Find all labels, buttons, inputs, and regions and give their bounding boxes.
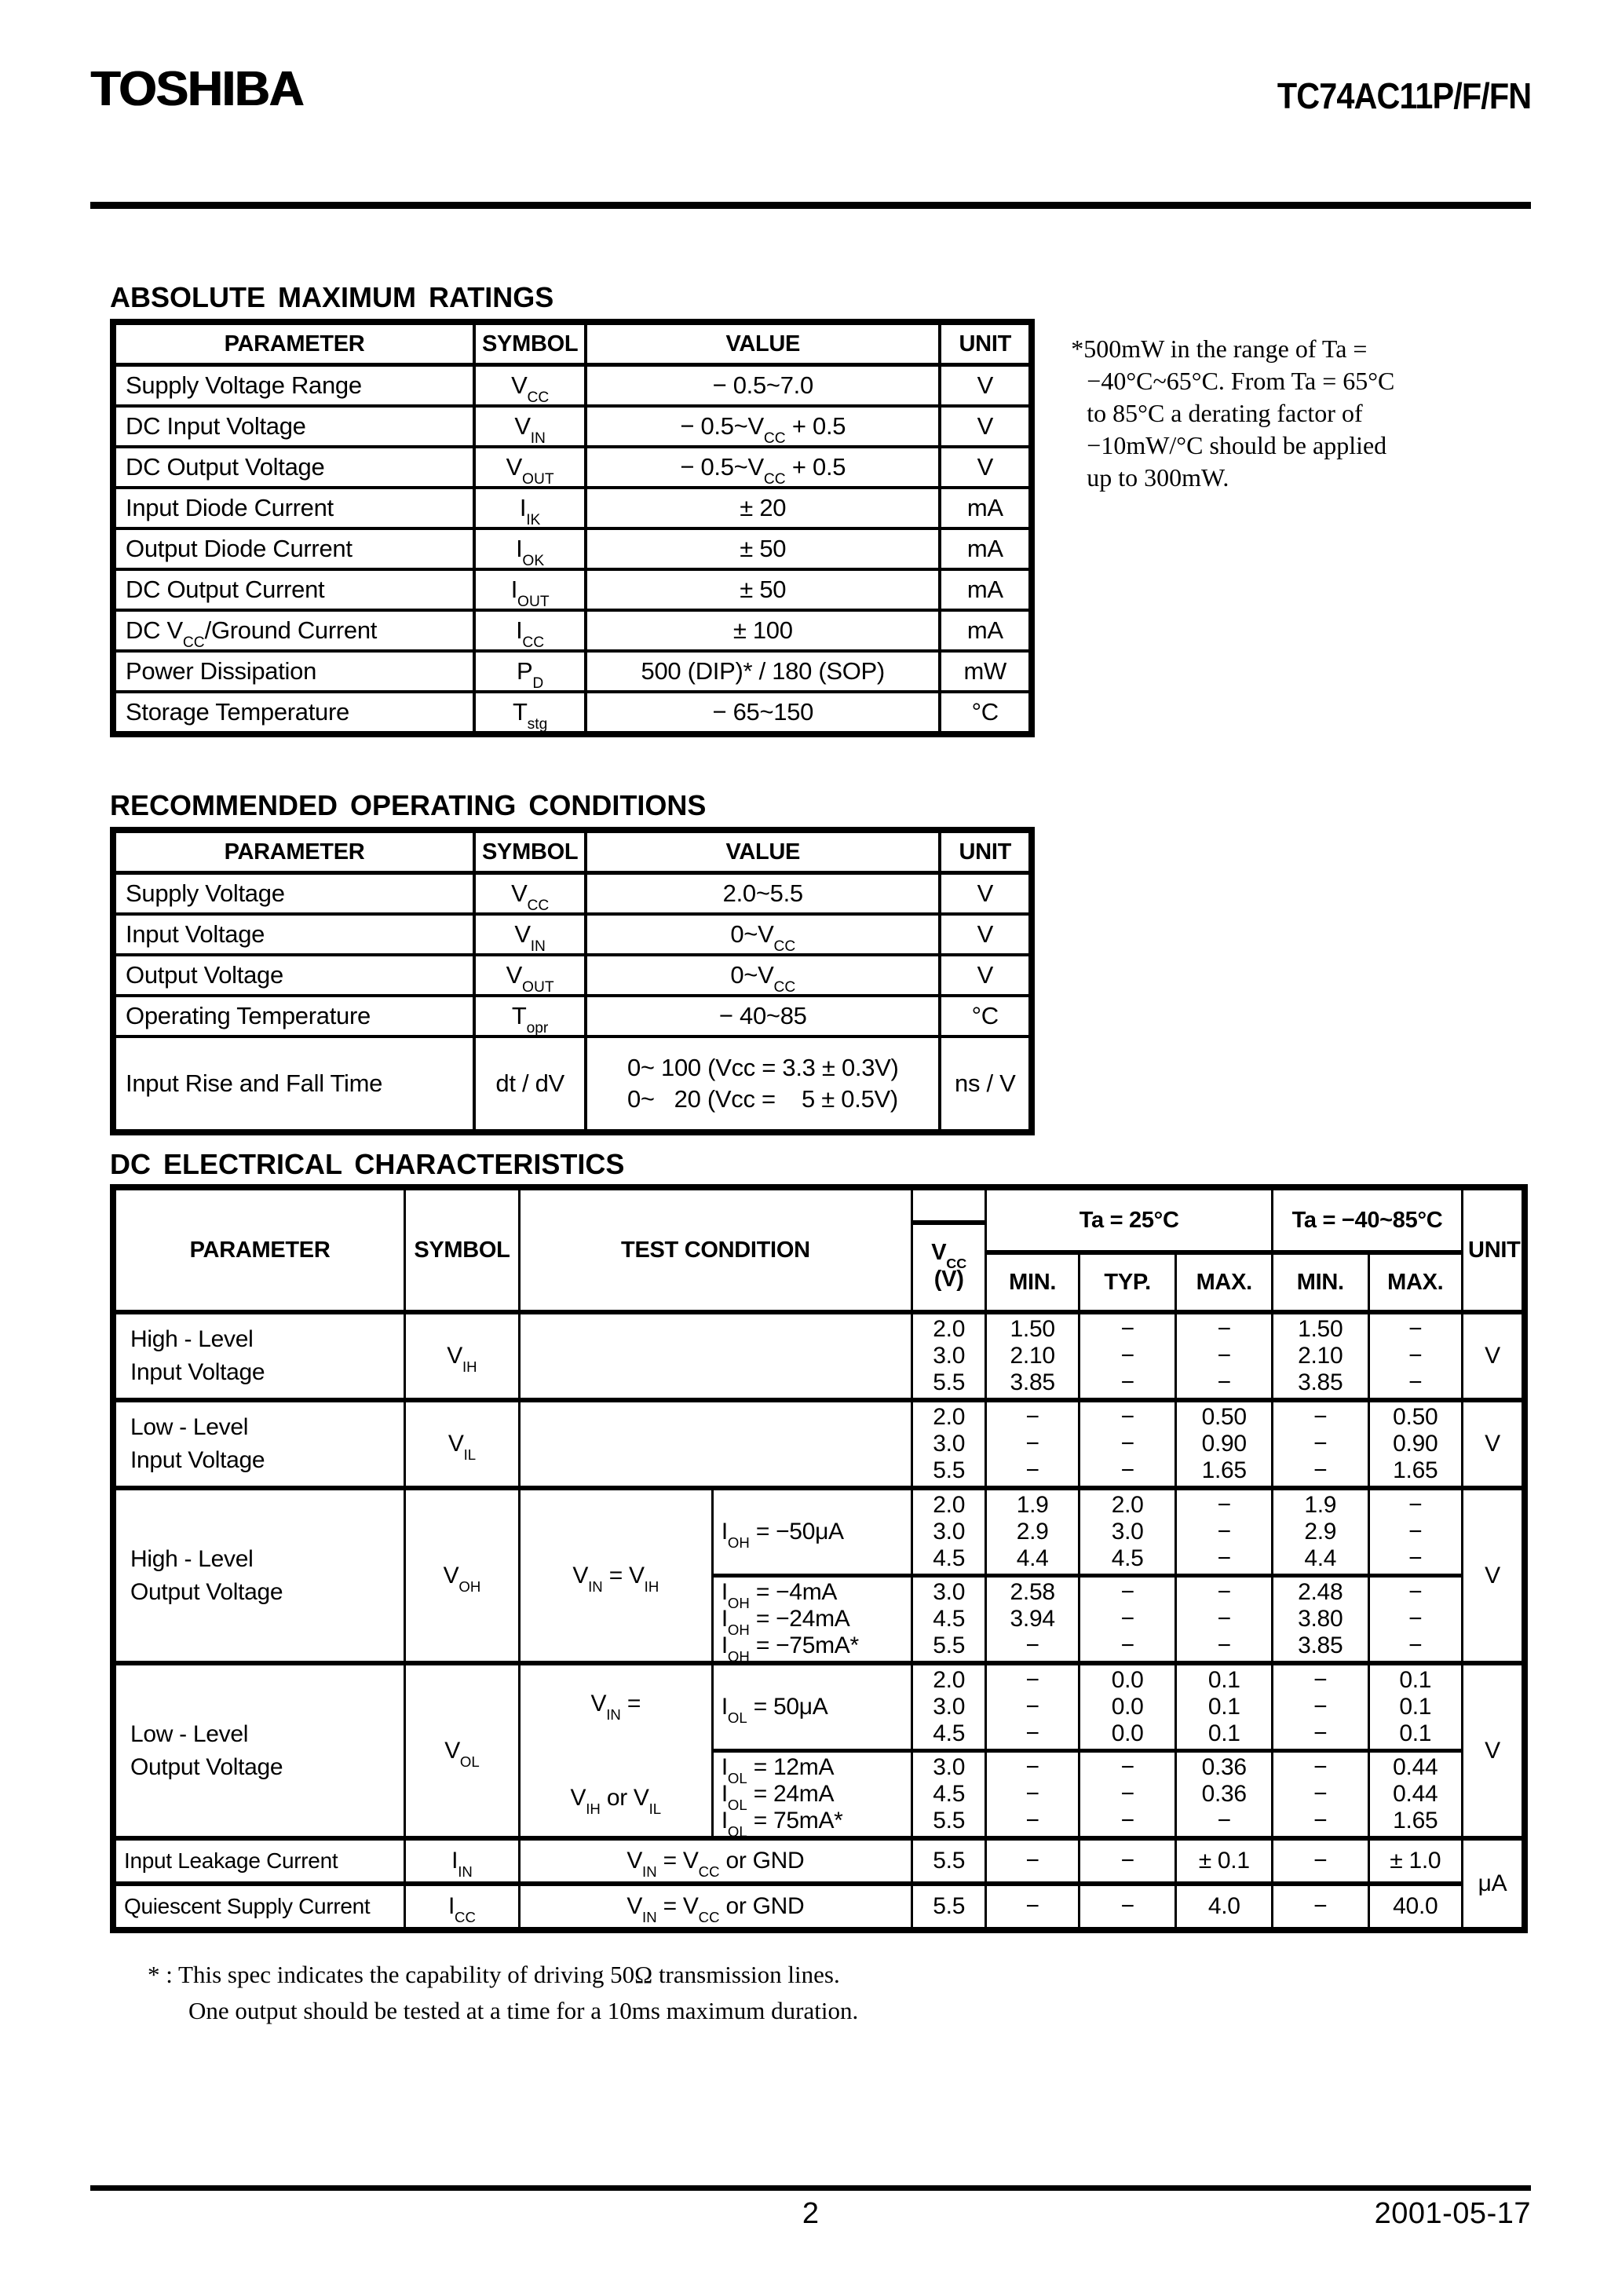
col-header-symbol: SYMBOL [474,322,586,365]
cell-unit: μA [1463,1838,1525,1930]
cell-max2: − − − [1368,1576,1463,1664]
cell-value: $0\sim V_{CC}$ [586,955,940,996]
table-row [113,447,1032,488]
cell-test-condition: $V_{IN} = V_{CC}$ or GND [519,1884,911,1930]
cell-value: − 0.5~7.0 [586,365,940,407]
col-header-test-condition: TEST CONDITION [519,1187,911,1312]
cell-max: 4.0 [1176,1884,1273,1930]
cell-vcc: 2.0 3.0 5.5 [911,1312,985,1400]
cell-min2: − [1272,1838,1368,1884]
col-header-unit: UNIT [940,322,1032,365]
cell-symbol: $V_{OH}$ [405,1488,520,1663]
cell-min: − − − [986,1663,1080,1751]
cell-unit: mW [940,651,1032,692]
cell-min2: 1.50 2.10 3.85 [1272,1312,1368,1400]
col-header-value: VALUE [586,830,940,873]
cell-unit: mA [940,528,1032,569]
text-line: −10mW/°C should be applied [1087,431,1387,459]
dc-header-row-1 [113,1187,1525,1252]
cell-symbol: $I_{CC}$ [474,610,586,651]
cell-max2: − − − [1368,1488,1463,1576]
col-header-symbol: SYMBOL [405,1187,520,1312]
cell-unit: mA [940,488,1032,528]
cell-value: − 40~85 [586,996,940,1036]
cell-value: ± 20 [586,488,940,528]
dc-title: DC ELECTRICAL CHARACTERISTICS [110,1148,625,1180]
cell-parameter: Input Diode Current [113,488,474,528]
col-header-value: VALUE [586,322,940,365]
cell-parameter: Input Leakage Current [113,1838,405,1884]
dc-row [113,1488,1525,1576]
cell-symbol: $T_{opr}$ [474,996,586,1036]
abs-max-table [110,319,1035,737]
cell-typ: 0.0 0.0 0.0 [1079,1663,1176,1751]
text-line: to 85°C a derating factor of [1087,399,1363,427]
cell-unit: V [1463,1488,1525,1663]
table-row [113,651,1032,692]
cell-sub-condition: $I_{OH} = -50\mu A$ [712,1488,911,1576]
cell-typ: − − − [1079,1751,1176,1839]
cell-typ: 2.0 3.0 4.5 [1079,1488,1176,1576]
cell-max: 0.50 0.90 1.65 [1176,1400,1273,1488]
table-row [113,914,1032,955]
cell-max: − − − [1176,1576,1273,1664]
footer-date: 2001-05-17 [1374,2197,1531,2230]
cell-unit: ns / V [940,1036,1032,1132]
col-header-typ-25: TYP. [1079,1252,1176,1312]
text-line: One output should be tested at a time for a 10ms maximum duration. [188,1997,859,2024]
cell-typ: − − − [1079,1400,1176,1488]
cell-max2: − − − [1368,1312,1463,1400]
cell-min: 2.58 3.94 − [986,1576,1080,1664]
col-header-ta-range: Ta = −40~85°C [1272,1187,1462,1252]
cell-min: − − − [986,1751,1080,1839]
cell-min: − [986,1838,1080,1884]
dc-row [113,1838,1525,1884]
derating-note [1071,333,1511,494]
page-number: 2 [802,2197,820,2230]
cell-parameter: Low - Level Input Voltage [113,1400,405,1488]
page-header [90,61,1531,209]
col-header-parameter: PARAMETER [113,322,474,365]
cell-unit: °C [940,996,1032,1036]
cell-max2: 0.44 0.44 1.65 [1368,1751,1463,1839]
cell-max: − − − [1176,1488,1273,1576]
table-row [113,488,1032,528]
cell-symbol: $I_{CC}$ [405,1884,520,1930]
cell-symbol: $I_{OK}$ [474,528,586,569]
cell-max2: ± 1.0 [1368,1838,1463,1884]
cell-vcc: 2.0 3.0 4.5 [911,1663,985,1751]
cell-unit: mA [940,610,1032,651]
col-header-max-range: MAX. [1368,1252,1463,1312]
cell-min: − − − [986,1400,1080,1488]
table-row [113,528,1032,569]
cell-min2: − [1272,1884,1368,1930]
cell-parameter: Input Voltage [113,914,474,955]
cell-parameter: High - Level Output Voltage [113,1488,405,1663]
cell-parameter: Supply Voltage Range [113,365,474,407]
cell-sub-condition: $I_{OL} = 50\mu A$ [712,1663,911,1751]
cell-parameter: Output Diode Current [113,528,474,569]
cell-value: − 65~150 [586,692,940,734]
cell-symbol: $V_{IL}$ [405,1400,520,1488]
cell-value: ± 50 [586,528,940,569]
table-row [113,569,1032,610]
cell-sub-condition: $I_{OH} = -4mA$ $I_{OH} = -24mA$ $I_{OH} = -75mA*$ [712,1576,911,1664]
cell-unit: V [940,365,1032,407]
col-header-unit: UNIT [1463,1187,1525,1312]
cell-parameter: Low - Level Output Voltage [113,1663,405,1838]
abs-max-title: ABSOLUTE MAXIMUM RATINGS [110,281,554,313]
cell-min2: − − − [1272,1751,1368,1839]
cell-unit: V [940,914,1032,955]
cell-parameter: Power Dissipation [113,651,474,692]
cell-value: ± 50 [586,569,940,610]
part-number: TC74AC11P/F/FN [1277,75,1531,116]
cell-vcc: 2.0 3.0 4.5 [911,1488,985,1576]
cell-symbol: dt / dV [474,1036,586,1132]
text-line: −40°C~65°C. From Ta = 65°C [1087,367,1395,395]
cell-test-condition [519,1400,911,1488]
cell-min: 1.9 2.9 4.4 [986,1488,1080,1576]
value-lines: 0~ 100 (Vcc = 3.3 ± 0.3V) 0~ 20 (Vcc = 5 ± 0.5V) [627,1054,899,1113]
cell-parameter: Quiescent Supply Current [113,1884,405,1930]
cell-symbol: $V_{CC}$ [474,873,586,915]
cell-max2: 0.1 0.1 0.1 [1368,1663,1463,1751]
cell-unit: V [940,447,1032,488]
cell-vcc: 2.0 3.0 5.5 [911,1400,985,1488]
table-row [113,406,1032,447]
dc-row [113,1663,1525,1751]
cell-symbol: $I_{IN}$ [405,1838,520,1884]
cell-parameter: Supply Voltage [113,873,474,915]
text-line: *500mW in the range of Ta = [1071,335,1368,363]
cell-min2: − − − [1272,1663,1368,1751]
cell-min: 1.50 2.10 3.85 [986,1312,1080,1400]
dc-row [113,1884,1525,1930]
cell-unit: mA [940,569,1032,610]
cell-value: ± 100 [586,610,940,651]
table-row [113,610,1032,651]
page-footer [90,2185,1531,2246]
cell-symbol: $V_{IN}$ [474,406,586,447]
cell-test-condition [519,1312,911,1400]
abs-max-section [0,319,1622,737]
table-row [113,996,1032,1036]
col-header-parameter: PARAMETER [113,1187,405,1312]
dc-row [113,1312,1525,1400]
table-row [113,692,1032,734]
cell-typ: − − − [1079,1312,1176,1400]
dc-footnote [148,1957,1622,2029]
cell-sub-condition: $I_{OL} = 12mA$ $I_{OL} = 24mA$ $I_{OL} = 75mA*$ [712,1751,911,1839]
col-header-vcc [911,1187,985,1312]
rec-op-table [110,827,1035,1135]
col-header-parameter: PARAMETER [113,830,474,873]
cell-parameter: DC Output Voltage [113,447,474,488]
cell-max2: 40.0 [1368,1884,1463,1930]
cell-symbol: $T_{stg}$ [474,692,586,734]
table-header-row [113,830,1032,873]
cell-symbol: $I_{IK}$ [474,488,586,528]
cell-symbol: $V_{OUT}$ [474,447,586,488]
text-line: * : This spec indicates the capability of driving 50Ω transmission lines. [148,1961,840,1988]
cell-parameter: High - Level Input Voltage [113,1312,405,1400]
cell-vcc: 3.0 4.5 5.5 [911,1751,985,1839]
cell-min2: 1.9 2.9 4.4 [1272,1488,1368,1576]
cell-symbol: $P_D$ [474,651,586,692]
cell-max: 0.1 0.1 0.1 [1176,1663,1273,1751]
text-line: up to 300mW. [1087,463,1229,492]
dc-row [113,1400,1525,1488]
toshiba-logo: TOSHIBA [90,62,303,116]
table-row [113,873,1032,915]
cell-typ: − [1079,1884,1176,1930]
cell-typ: − [1079,1838,1176,1884]
col-header-min-25: MIN. [986,1252,1080,1312]
cell-unit: V [1463,1663,1525,1838]
cell-max2: 0.50 0.90 1.65 [1368,1400,1463,1488]
cell-vcc: 3.0 4.5 5.5 [911,1576,985,1664]
cell-vcc: 5.5 [911,1884,985,1930]
cell-value: 2.0~5.5 [586,873,940,915]
col-header-ta25: Ta = 25°C [986,1187,1273,1252]
cell-parameter: DC Output Current [113,569,474,610]
cell-symbol: $I_{OUT}$ [474,569,586,610]
table-row [113,365,1032,407]
cell-max: 0.36 0.36 − [1176,1751,1273,1839]
cell-symbol: $V_{IH}$ [405,1312,520,1400]
cell-test-condition: $V_{IN} = V_{CC}$ or GND [519,1838,911,1884]
cell-min2: 2.48 3.80 3.85 [1272,1576,1368,1664]
cell-parameter: Output Voltage [113,955,474,996]
table-header-row [113,322,1032,365]
cell-symbol: $V_{CC}$ [474,365,586,407]
col-header-max-25: MAX. [1176,1252,1273,1312]
dc-characteristics-table [110,1184,1528,1933]
col-header-symbol: SYMBOL [474,830,586,873]
table-row [113,1036,1032,1132]
cell-parameter: Storage Temperature [113,692,474,734]
cell-unit: V [940,955,1032,996]
cell-parameter: Input Rise and Fall Time [113,1036,474,1132]
cell-unit: V [1463,1312,1525,1400]
rec-op-title: RECOMMENDED OPERATING CONDITIONS [110,789,707,821]
cell-max: ± 0.1 [1176,1838,1273,1884]
cell-symbol: $V_{OUT}$ [474,955,586,996]
cell-symbol: $V_{OL}$ [405,1663,520,1838]
col-header-min-range: MIN. [1272,1252,1368,1312]
cell-value [586,1036,940,1132]
cell-unit: V [940,873,1032,915]
cell-value: − $0.5\sim V_{CC} + 0.5$ [586,406,940,447]
table-row [113,955,1032,996]
cell-test-condition: $V_{IN} = V_{IH}$ [519,1488,712,1663]
cell-parameter: DC $V_{CC}$/Ground Current [113,610,474,651]
cell-unit: V [1463,1400,1525,1488]
cell-value: $0\sim V_{CC}$ [586,914,940,955]
cell-max: − − − [1176,1312,1273,1400]
cell-parameter: DC Input Voltage [113,406,474,447]
cell-value: 500 (DIP)* / 180 (SOP) [586,651,940,692]
cell-unit: V [940,406,1032,447]
cell-value: − $0.5\sim V_{CC} + 0.5$ [586,447,940,488]
cell-vcc: 5.5 [911,1838,985,1884]
vcc-label: $V_{CC}$ (V) [931,1240,967,1292]
cell-min: − [986,1884,1080,1930]
cell-test-condition: $V_{IN}$ = $V_{IH}$ or $V_{IL}$ [519,1663,712,1838]
cell-min2: − − − [1272,1400,1368,1488]
cell-symbol: $V_{IN}$ [474,914,586,955]
col-header-unit: UNIT [940,830,1032,873]
cell-typ: − − − [1079,1576,1176,1664]
cell-parameter: Operating Temperature [113,996,474,1036]
cell-unit: °C [940,692,1032,734]
